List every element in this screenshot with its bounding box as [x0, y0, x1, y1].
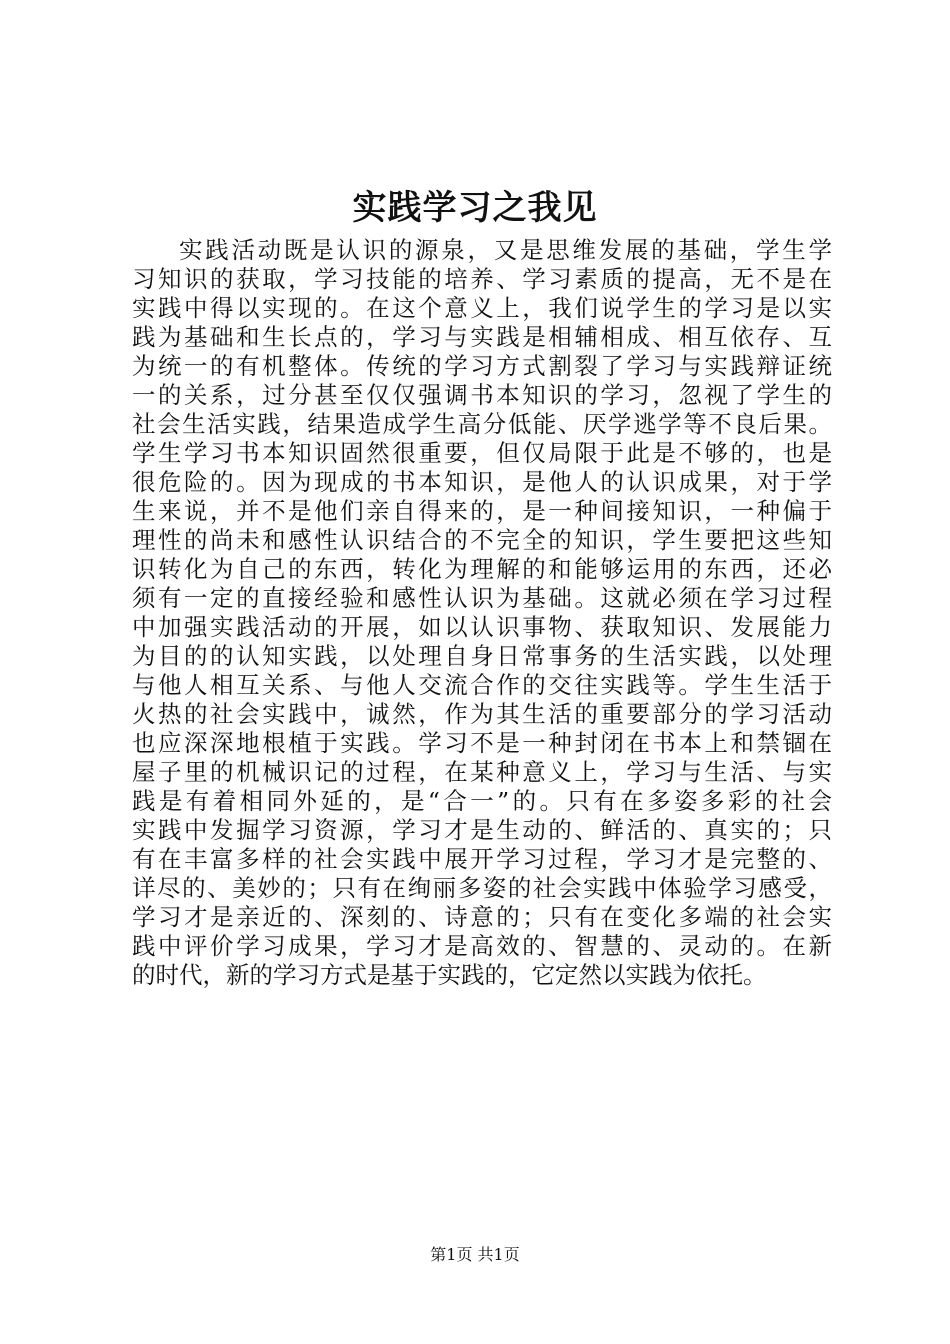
paragraph-line: 的时代，新的学习方式是基于实践的，它定然以实践为依托。 [132, 961, 767, 989]
paragraph-line: 与他人相互关系、与他人交流合作的交往实践等。学生生活于 [132, 671, 832, 699]
paragraph-line: 践是有着相同外延的，是“合一”的。只有在多姿多彩的社会 [132, 787, 832, 815]
paragraph-line: 理性的尚未和感性认识结合的不完全的知识，学生要把这些知 [132, 526, 832, 554]
paragraph-line: 中加强实践活动的开展，如以认识事物、获取知识、发展能力 [132, 613, 832, 641]
paragraph-line: 生来说，并不是他们亲自得来的，是一种间接知识，一种偏于 [132, 497, 832, 525]
paragraph-line: 践中评价学习成果，学习才是高效的、智慧的、灵动的。在新 [132, 932, 832, 960]
paragraph-line: 社会生活实践，结果造成学生高分低能、厌学逃学等不良后果。 [132, 410, 832, 438]
paragraph-line: 有在丰富多样的社会实践中展开学习过程，学习才是完整的、 [132, 845, 832, 873]
paragraph-line: 屋子里的机械识记的过程，在某种意义上，学习与生活、与实 [132, 758, 832, 786]
paragraph-line: 实践活动既是认识的源泉，又是思维发展的基础，学生学 [179, 236, 832, 264]
paragraph-line: 为目的的认知实践，以处理自身日常事务的生活实践，以处理 [132, 642, 832, 670]
page-footer: 第1页 共1页 [430, 1245, 520, 1264]
paragraph-line: 实践中得以实现的。在这个意义上，我们说学生的学习是以实 [132, 294, 832, 322]
paragraph-line: 践为基础和生长点的，学习与实践是相辅相成、相互依存、互 [132, 323, 832, 351]
paragraph-line: 详尽的、美妙的；只有在绚丽多姿的社会实践中体验学习感受， [132, 874, 832, 902]
paragraph-line: 习知识的获取，学习技能的培养、学习素质的提高，无不是在 [132, 265, 832, 293]
paragraph-line: 学习才是亲近的、深刻的、诗意的；只有在变化多端的社会实 [132, 903, 832, 931]
paragraph-line: 火热的社会实践中，诚然，作为其生活的重要部分的学习活动 [132, 700, 832, 728]
paragraph-line: 实践中发掘学习资源，学习才是生动的、鲜活的、真实的；只 [132, 816, 832, 844]
paragraph-line: 一的关系，过分甚至仅仅强调书本知识的学习，忽视了学生的 [132, 381, 832, 409]
page-title: 实践学习之我见 [352, 188, 598, 228]
paragraph-line: 须有一定的直接经验和感性认识为基础。这就必须在学习过程 [132, 584, 832, 612]
paragraph-line: 学生学习书本知识固然很重要，但仅局限于此是不够的，也是 [132, 439, 832, 467]
paragraph-line: 为统一的有机整体。传统的学习方式割裂了学习与实践辩证统 [132, 352, 832, 380]
body-paragraph [132, 236, 832, 990]
paragraph-line: 识转化为自己的东西，转化为理解的和能够运用的东西，还必 [132, 555, 832, 583]
paragraph-line: 也应深深地根植于实践。学习不是一种封闭在书本上和禁锢在 [132, 729, 832, 757]
paragraph-line: 很危险的。因为现成的书本知识，是他人的认识成果，对于学 [132, 468, 832, 496]
